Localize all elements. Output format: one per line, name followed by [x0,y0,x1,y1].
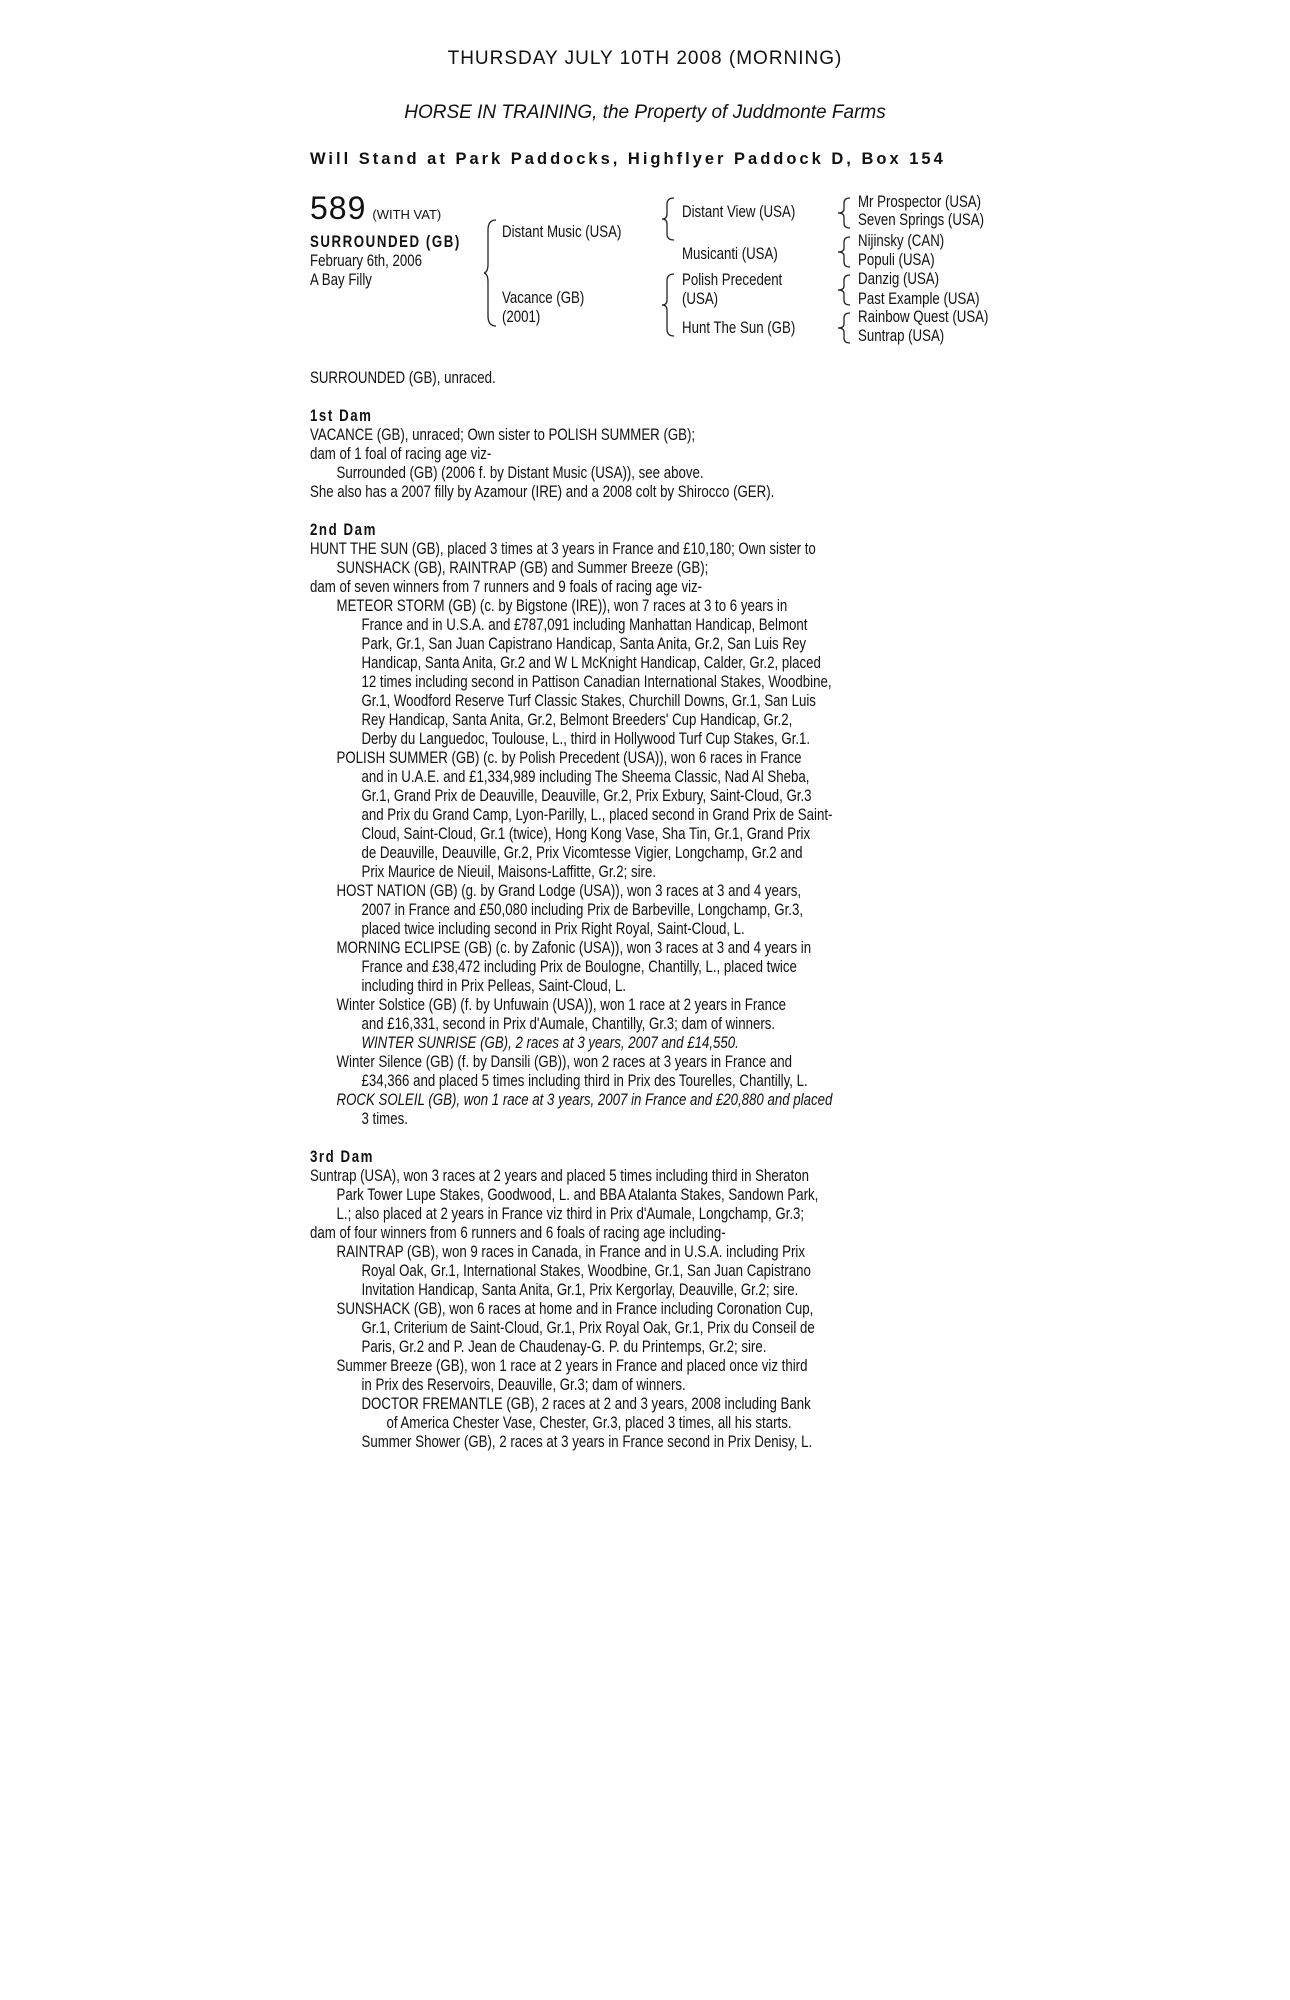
pedigree-ggp: Past Example (USA) [858,289,980,308]
catalogue-body [310,368,990,1451]
text-line [310,387,840,406]
lot-number-block [310,190,441,227]
text-line: WINTER SUNRISE (GB), 2 races at 3 years, 2007 and £14,550. [361,1033,739,1052]
sale-date-header: THURSDAY JULY 10TH 2008 (MORNING) [447,48,843,69]
pedigree-ggp: Mr Prospector (USA) [858,192,982,211]
pedigree-dam: Vacance (GB) [502,288,585,307]
brace-icon [838,196,854,230]
text-line: METEOR STORM (GB) (c. by Bigstone (IRE)), won 7 races at 3 to 6 years in [336,596,788,615]
text-line: L.; also placed at 2 years in France viz third in Prix d'Aumale, Longchamp, Gr.3; [336,1204,805,1223]
text-line: Winter Solstice (GB) (f. by Unfuwain (USA)), won 1 race at 2 years in France [336,995,787,1014]
text-line: dam of 1 foal of racing age viz- [310,444,492,463]
text-line: 3 times. [361,1109,408,1128]
text-line: Winter Silence (GB) (f. by Dansili (GB)), won 2 races at 3 years in France and [336,1052,792,1071]
horse-name: SURROUNDED (GB) [310,232,461,251]
pedigree-ggp: Nijinsky (CAN) [858,231,945,250]
text-line: Summer Shower (GB), 2 races at 3 years in France second in Prix Denisy, L. [361,1432,813,1451]
text-line: VACANCE (GB), unraced; Own sister to POLISH SUMMER (GB); [310,425,696,444]
text-line: Prix Maurice de Nieuil, Maisons-Laffitte, Gr.2; sire. [361,862,657,881]
text-line: France and £38,472 including Prix de Boulogne, Chantilly, L., placed twice [361,957,797,976]
text-line: 12 times including second in Pattison Canadian International Stakes, Woodbine, [361,672,832,691]
text-line: Gr.1, Woodford Reserve Turf Classic Stakes, Churchill Downs, Gr.1, San Luis [361,691,816,710]
vendor-subtitle: HORSE IN TRAINING, the Property of Juddmonte Farms [404,102,886,123]
pedigree-dam-dam: Hunt The Sun (GB) [682,318,796,337]
text-line: including third in Prix Pelleas, Saint-Cloud, L. [361,976,627,995]
text-line: HOST NATION (GB) (g. by Grand Lodge (USA)), won 3 races at 3 and 4 years, [336,881,802,900]
text-line: She also has a 2007 filly by Azamour (IRE) and a 2008 colt by Shirocco (GER). [310,482,775,501]
text-line: RAINTRAP (GB), won 9 races in Canada, in France and in U.S.A. including Prix [336,1242,806,1261]
horse-description: A Bay Filly [310,270,372,289]
text-line: dam of seven winners from 7 runners and 9 foals of racing age viz- [310,577,703,596]
pedigree-sire-sire: Distant View (USA) [682,202,796,221]
pedigree-ggp: Rainbow Quest (USA) [858,307,989,326]
text-line: £34,366 and placed 5 times including third in Prix des Tourelles, Chantilly, L. [361,1071,808,1090]
brace-icon [838,235,854,269]
brace-icon [662,196,678,242]
section-heading: 2nd Dam [310,520,377,539]
text-line: SUNSHACK (GB), RAINTRAP (GB) and Summer Breeze (GB); [336,558,709,577]
text-line: SUNSHACK (GB), won 6 races at home and in France including Coronation Cup, [336,1299,814,1318]
text-line: and in U.A.E. and £1,334,989 including The Sheema Classic, Nad Al Sheba, [361,767,810,786]
text-line: SURROUNDED (GB), unraced. [310,368,496,387]
brace-icon [838,273,854,307]
section-heading: 3rd Dam [310,1147,374,1166]
pedigree-ggp: Seven Springs (USA) [858,210,985,229]
text-line: and Prix du Grand Camp, Lyon-Parilly, L., placed second in Grand Prix de Saint- [361,805,833,824]
text-line: Park Tower Lupe Stakes, Goodwood, L. and BBA Atalanta Stakes, Sandown Park, [336,1185,819,1204]
stabling-location: Will Stand at Park Paddocks, Highflyer Paddock D, Box 154 [310,150,946,168]
text-line: Cloud, Saint-Cloud, Gr.1 (twice), Hong Kong Vase, Sha Tin, Gr.1, Grand Prix [361,824,811,843]
text-line: Gr.1, Criterium de Saint-Cloud, Gr.1, Prix Royal Oak, Gr.1, Prix du Conseil de [361,1318,815,1337]
text-line: Royal Oak, Gr.1, International Stakes, Woodbine, Gr.1, San Juan Capistrano [361,1261,811,1280]
text-line: France and in U.S.A. and £787,091 including Manhattan Handicap, Belmont [361,615,808,634]
pedigree-ggp: Suntrap (USA) [858,326,945,345]
text-line: POLISH SUMMER (GB) (c. by Polish Precedent (USA)), won 6 races in France [336,748,802,767]
text-line: ROCK SOLEIL (GB), won 1 race at 3 years, 2007 in France and £20,880 and placed [336,1090,833,1109]
section-heading: 1st Dam [310,406,373,425]
vat-note: (WITH VAT) [372,207,442,222]
brace-icon [838,311,854,345]
pedigree-dam-year: (2001) [502,307,541,326]
brace-icon [484,218,500,328]
brace-icon [662,272,678,338]
pedigree-sire-dam: Musicanti (USA) [682,244,778,263]
text-line: HUNT THE SUN (GB), placed 3 times at 3 years in France and £10,180; Own sister to [310,539,816,558]
text-line: de Deauville, Deauville, Gr.2, Prix Vicomtesse Vigier, Longchamp, Gr.2 and [361,843,803,862]
text-line: 2007 in France and £50,080 including Prix de Barbeville, Longchamp, Gr.3, [361,900,804,919]
text-line: in Prix des Reservoirs, Deauville, Gr.3; dam of winners. [361,1375,686,1394]
pedigree-dam-sire: Polish Precedent [682,270,783,289]
text-line: dam of four winners from 6 runners and 6 foals of racing age including- [310,1223,726,1242]
pedigree-ggp: Populi (USA) [858,250,935,269]
text-line: Surrounded (GB) (2006 f. by Distant Music (USA)), see above. [336,463,704,482]
text-line: and £16,331, second in Prix d'Aumale, Chantilly, Gr.3; dam of winners. [361,1014,776,1033]
text-line: Suntrap (USA), won 3 races at 2 years and placed 5 times including third in Sheraton [310,1166,809,1185]
pedigree-dam-sire-country: (USA) [682,289,719,308]
text-line: Derby du Languedoc, Toulouse, L., third in Hollywood Turf Cup Stakes, Gr.1. [361,729,811,748]
text-line: Paris, Gr.2 and P. Jean de Chaudenay-G. P. du Printemps, Gr.2; sire. [361,1337,767,1356]
pedigree-sire: Distant Music (USA) [502,222,622,241]
text-line: Gr.1, Grand Prix de Deauville, Deauville, Gr.2, Prix Exbury, Saint-Cloud, Gr.3 [361,786,812,805]
text-line: Park, Gr.1, San Juan Capistrano Handicap, Santa Anita, Gr.2, San Luis Rey [361,634,806,653]
text-line: of America Chester Vase, Chester, Gr.3, placed 3 times, all his starts. [386,1413,792,1432]
text-line: Summer Breeze (GB), won 1 race at 2 years in France and placed once viz third [336,1356,808,1375]
text-line: Rey Handicap, Santa Anita, Gr.2, Belmont Breeders' Cup Handicap, Gr.2, [361,710,793,729]
text-line: MORNING ECLIPSE (GB) (c. by Zafonic (USA)), won 3 races at 3 and 4 years in [336,938,812,957]
text-line: Handicap, Santa Anita, Gr.2 and W L McKnight Handicap, Calder, Gr.2, placed [361,653,821,672]
text-line: DOCTOR FREMANTLE (GB), 2 races at 2 and 3 years, 2008 including Bank [361,1394,811,1413]
text-line: Invitation Handicap, Santa Anita, Gr.1, Prix Kergorlay, Deauville, Gr.2; sire. [361,1280,799,1299]
lot-number: 589 [310,190,367,226]
text-line: placed twice including second in Prix Right Royal, Saint-Cloud, L. [361,919,745,938]
pedigree-ggp: Danzig (USA) [858,269,940,288]
text-line [310,1128,840,1147]
text-line [310,501,840,520]
foaling-date: February 6th, 2006 [310,251,423,270]
